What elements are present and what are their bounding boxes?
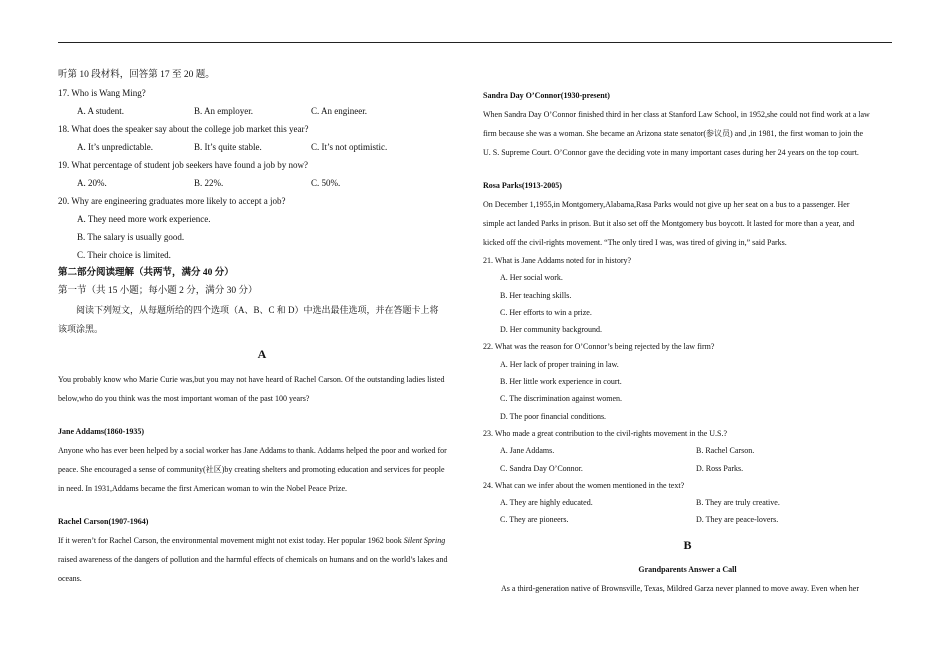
question-20: 20. Why are engineering graduates more likely to accept a job?	[58, 196, 286, 206]
option-c: C. Her efforts to win a prize.	[500, 307, 592, 317]
option-d: D. Her community background.	[500, 325, 602, 335]
option-b: B. The salary is usually good.	[77, 232, 185, 242]
rachel-carson-line2: raised awareness of the dangers of pollution and the harmful effects of chemicals on humans and on the world’s lakes and	[58, 555, 448, 564]
reading-instruction-line2: 该项涂黑。	[58, 324, 104, 334]
option-b: B. 22%.	[194, 178, 224, 188]
question-17-options	[58, 102, 466, 120]
option-c: C. Their choice is limited.	[77, 250, 171, 260]
question-24: 24. What can we infer about the women mentioned in the text?	[483, 480, 685, 490]
rosa-parks-heading: Rosa Parks(1913-2005)	[483, 181, 562, 190]
option-b: B. Rachel Carson.	[696, 446, 755, 456]
jane-addams-heading: Jane Addams(1860-1935)	[58, 427, 145, 436]
option-c: C. It’s not optimistic.	[311, 142, 388, 152]
option-a: A. Her social work.	[500, 273, 563, 283]
rachel-carson-line1-text: If it weren’t for Rachel Carson, the environmental movement might not exist today. Her popular 1962 book	[58, 536, 404, 545]
left-column	[58, 66, 466, 588]
option-a: A. Her lack of proper training in law.	[500, 359, 619, 369]
sandra-oconnor-line2: firm because she was a woman. She became an Arizona state senator(参议员) and ,in 1981, the first woman to join the	[483, 129, 864, 138]
rosa-parks-line1: On December 1,1955,in Montgomery,Alabama,Rasa Parks would not give up her seat on a bus to a passenger. Her	[483, 200, 850, 209]
option-a: A. It’s unpredictable.	[77, 142, 153, 152]
option-a: A. Jane Addams.	[500, 446, 555, 456]
rachel-carson-line3: oceans.	[58, 574, 82, 583]
rachel-carson-heading: Rachel Carson(1907-1964)	[58, 517, 149, 526]
option-d: D. They are peace-lovers.	[696, 515, 779, 525]
question-24-options-row1	[483, 494, 892, 511]
question-22: 22. What was the reason for O’Connor’s being rejected by the law firm?	[483, 342, 715, 352]
passage-a-intro-line1: You probably know who Marie Curie was,but you may not have heard of Rachel Carson. Of the outstanding ladies listed	[58, 375, 445, 384]
option-b: B. It’s quite stable.	[194, 142, 262, 152]
passage-a-letter: A	[257, 347, 267, 361]
question-18-options	[58, 138, 466, 156]
right-column	[483, 87, 892, 598]
book-title-silent-spring: Silent Spring	[403, 536, 446, 545]
option-b: B. They are truly creative.	[696, 498, 780, 508]
option-c: C. An engineer.	[311, 106, 367, 116]
option-c: C. The discrimination against women.	[500, 394, 623, 404]
passage-b-title: Grandparents Answer a Call	[638, 564, 737, 574]
question-23: 23. Who made a great contribution to the civil-rights movement in the U.S.?	[483, 428, 728, 438]
option-b: B. Her little work experience in court.	[500, 377, 622, 387]
option-a: A. A student.	[77, 106, 125, 116]
option-c: C. They are pioneers.	[500, 515, 569, 525]
sandra-oconnor-line1: When Sandra Day O’Connor finished third in her class at Stanford Law School, in 1952,she could not find work at a law	[483, 110, 870, 119]
option-c: C. Sandra Day O’Connor.	[500, 463, 583, 473]
option-a: A. They are highly educated.	[500, 498, 593, 508]
question-24-options-row2	[483, 511, 892, 528]
question-18: 18. What does the speaker say about the college job market this year?	[58, 124, 309, 134]
passage-a-intro-line2: below,who do you think was the most important woman of the past 100 years?	[58, 394, 310, 403]
jane-addams-line1: Anyone who has ever been helped by a social worker has Jane Addams to thank. Addams helped the poor and worked for	[58, 446, 447, 455]
option-b: B. An employer.	[194, 106, 253, 116]
part2-title: 第二部分阅读理解（共两节，满分 40 分）	[58, 268, 234, 278]
question-21: 21. What is Jane Addams noted for in history?	[483, 256, 632, 265]
question-23-options-row2	[483, 460, 892, 477]
question-17: 17. Who is Wang Ming?	[58, 88, 146, 98]
rachel-carson-line1	[58, 531, 466, 550]
option-a: A. They need more work experience.	[77, 214, 211, 224]
reading-instruction-line1: 阅读下列短文，从每题所给的四个选项（A、B、C 和 D）中选出最佳选项，并在答题卡上将	[76, 305, 439, 315]
jane-addams-line3: in need. In 1931,Addams became the first American woman to win the Nobel Peace Prize.	[58, 484, 348, 493]
rosa-parks-line3: kicked off the civil-rights movement. “The only tired I was, was tired of giving in,” said Parks.	[483, 238, 787, 247]
passage-b-line1: As a third-generation native of Brownsville, Texas, Mildred Garza never planned to move away. Even when her	[501, 583, 859, 593]
question-19-options	[58, 174, 466, 192]
option-d: D. Ross Parks.	[696, 463, 744, 473]
section1-title: 第一节（共 15 小题；每小题 2 分，满分 30 分）	[58, 286, 258, 296]
sandra-oconnor-heading: Sandra Day O’Connor(1930-present)	[483, 91, 610, 100]
header-rule	[58, 42, 892, 43]
option-d: D. The poor financial conditions.	[500, 411, 607, 421]
sandra-oconnor-line3: U. S. Supreme Court. O’Connor gave the deciding vote in many important cases during her 24 years on the top court.	[483, 148, 859, 157]
option-b: B. Her teaching skills.	[500, 290, 572, 300]
rosa-parks-line2: simple act landed Parks in prison. But it also set off the Montgomery bus boycott. It lasted for more than a year, and	[483, 219, 855, 228]
question-23-options-row1	[483, 442, 892, 459]
question-19: 19. What percentage of student job seekers have found a job by now?	[58, 160, 309, 170]
listening-intro: 听第 10 段材料，回答第 17 至 20 题。	[58, 70, 215, 80]
passage-b-letter: B	[683, 537, 692, 552]
option-c: C. 50%.	[311, 178, 341, 188]
option-a: A. 20%.	[77, 178, 107, 188]
jane-addams-line2: peace. She encouraged a sense of community(社区)by creating shelters and promoting education and services for people	[58, 465, 445, 474]
